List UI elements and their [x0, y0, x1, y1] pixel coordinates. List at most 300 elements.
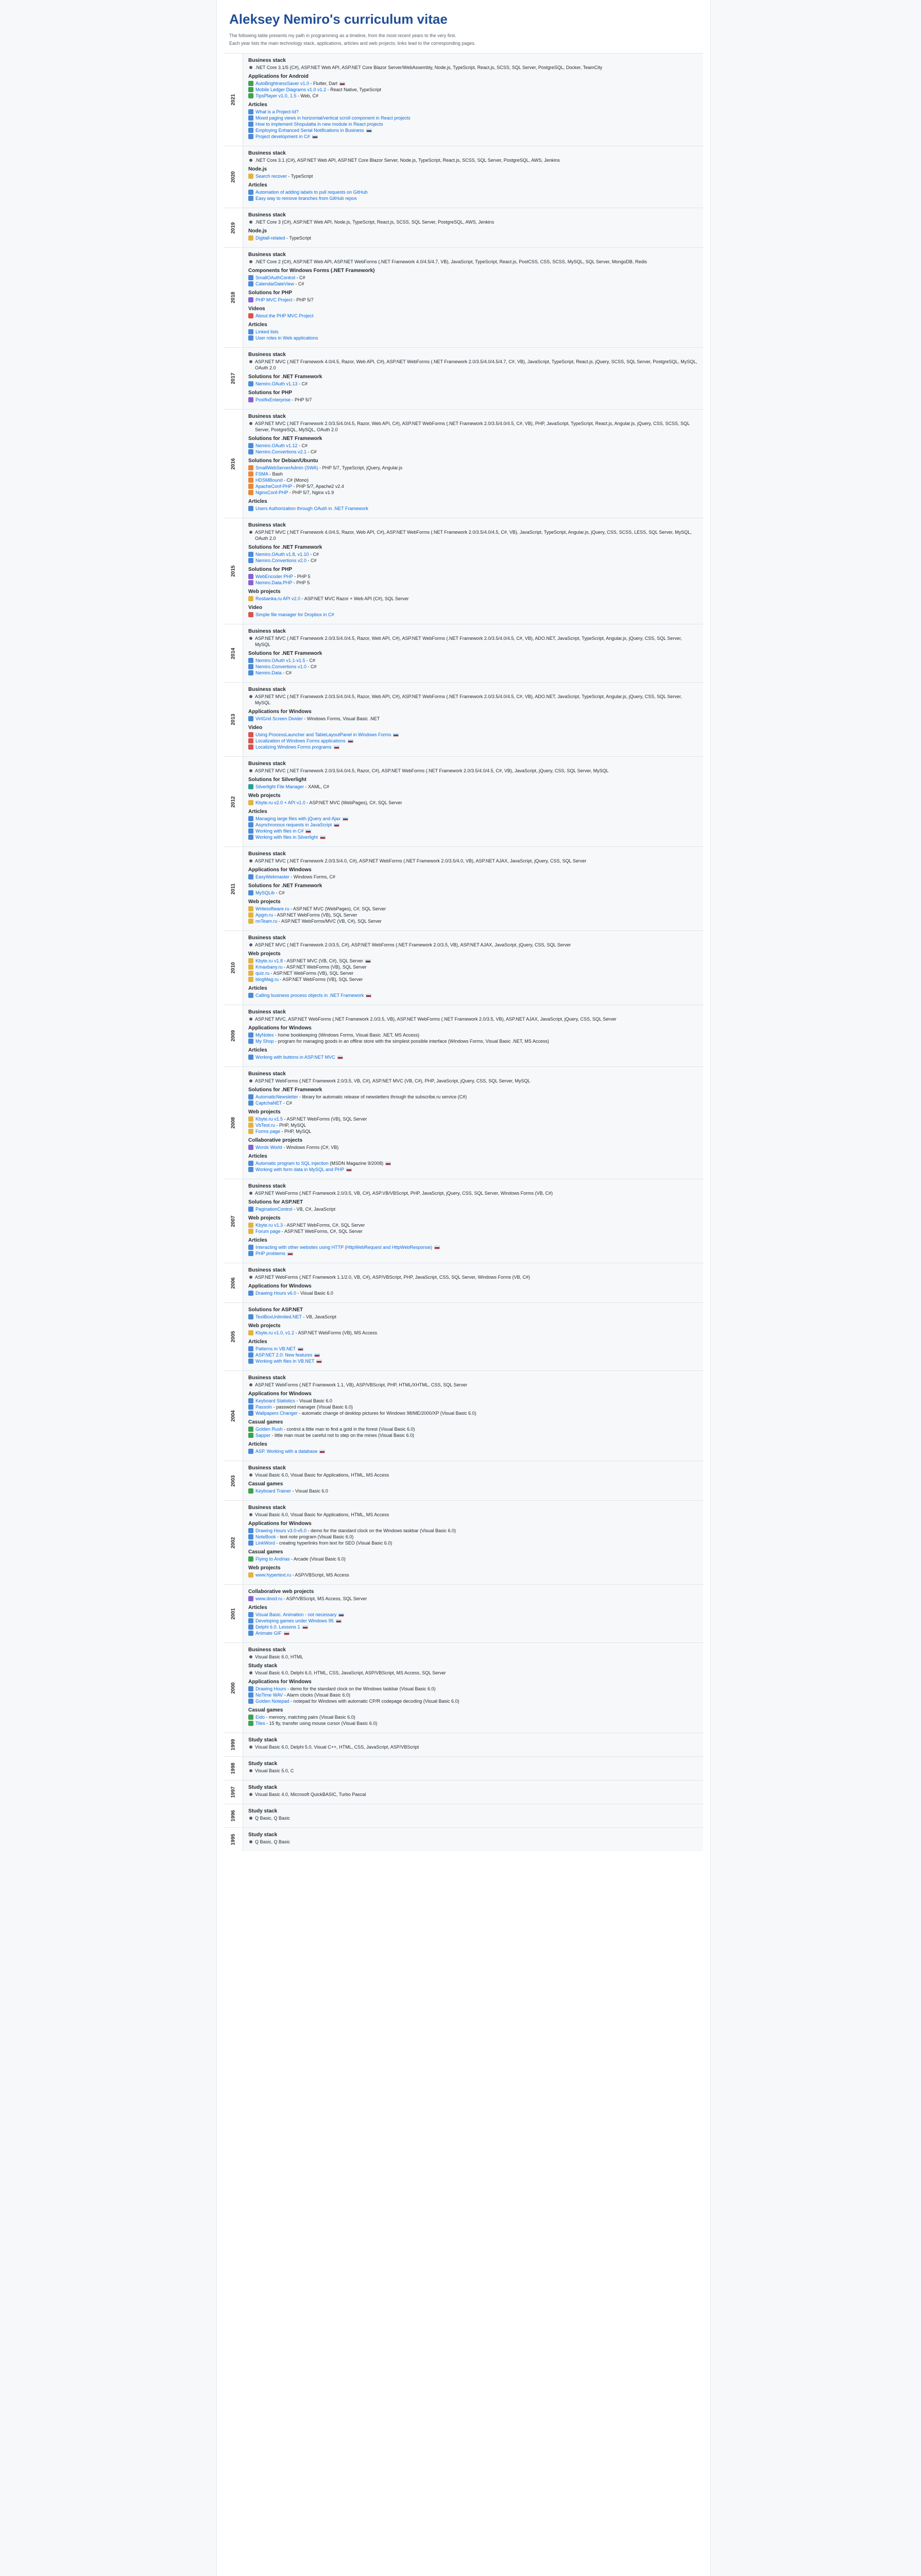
item-link[interactable]: PHP problems — [255, 1251, 285, 1256]
list-item — [248, 970, 698, 976]
item-link[interactable]: Flying to Andrias — [255, 1556, 290, 1562]
language-flag-icon — [366, 129, 372, 132]
year-text: 2016 — [230, 457, 236, 470]
item-link[interactable]: Easy way to remove branches from GitHub repos — [255, 196, 357, 201]
item-link[interactable]: Delphi 6.0. Lessons 1 — [255, 1624, 300, 1630]
year-label — [224, 1828, 243, 1851]
item-text — [255, 918, 382, 924]
item-text — [255, 1160, 391, 1166]
list-item — [248, 1314, 698, 1320]
language-flag-icon — [346, 1168, 352, 1172]
item-link[interactable]: Kbyte.ru v1.3 — [255, 1223, 283, 1228]
item-link[interactable]: Mobile Ledger Diagrams v1.0 v1.2 — [255, 87, 327, 92]
item-link[interactable]: Simple file manager for Dropbox in C# — [255, 612, 334, 617]
item-description: Q Basic, Q Basic — [255, 1839, 291, 1844]
list-item — [248, 670, 698, 676]
item-description: - PHP 5/7, Nginx v1.9 — [288, 490, 334, 495]
list-item — [248, 1410, 698, 1416]
item-link[interactable]: Digitall-related — [255, 235, 285, 241]
item-description: (MSDN Magazine 9/2008) — [328, 1161, 384, 1166]
item-text — [255, 1839, 290, 1845]
item-link[interactable]: Kbyte.ru v1.8 — [255, 958, 283, 963]
list-item — [248, 1346, 698, 1352]
item-link[interactable]: NoteBook — [255, 1534, 276, 1539]
list-item — [248, 1166, 698, 1173]
section — [248, 899, 698, 924]
language-flag-icon — [348, 739, 353, 743]
item-link[interactable]: About the PHP MVC Project — [255, 313, 314, 318]
year-label — [224, 1005, 243, 1066]
section-title: Web projects — [248, 899, 281, 905]
year-label — [224, 1733, 243, 1756]
intro-line-2: Each year lists the main technology stack, applications, articles and web projects; links lead to the corresponding pages. — [229, 41, 476, 46]
year-text: 2002 — [230, 1536, 236, 1549]
list-item — [248, 958, 698, 964]
item-link[interactable]: Working with buttons in ASP.NET MVC — [255, 1055, 335, 1060]
section — [248, 352, 698, 371]
section-title: Study stack — [248, 1832, 278, 1838]
item-link[interactable]: Nemiro.OAuth v1.13 — [255, 381, 298, 386]
item-text — [255, 1228, 363, 1234]
list-item — [248, 612, 698, 618]
section-title: Business stack — [248, 687, 286, 692]
list-item — [248, 1654, 698, 1660]
section — [248, 290, 698, 303]
item-link[interactable]: Nemiro.Data.PHP — [255, 580, 293, 585]
year-text: 2005 — [230, 1331, 236, 1343]
item-description: - PHP 5/7 — [291, 397, 312, 402]
year-text: 2020 — [230, 171, 236, 183]
item-link[interactable]: VirtGrid Screen Divider — [255, 716, 303, 721]
bullet-icon — [249, 66, 252, 69]
project-icon — [248, 196, 253, 201]
item-text — [255, 1122, 306, 1128]
section-title: Study stack — [248, 1808, 278, 1814]
item-link[interactable]: CalendarDateView — [255, 281, 294, 286]
year-block — [224, 1370, 703, 1461]
section — [248, 1307, 698, 1320]
section — [248, 1785, 698, 1798]
project-icon — [248, 1404, 253, 1410]
item-text — [255, 1512, 389, 1518]
project-icon — [248, 235, 253, 241]
item-link[interactable]: How to implement Shopulatta in new module in React projects — [255, 122, 383, 127]
item-description: - C# — [294, 281, 304, 286]
item-text — [255, 1540, 392, 1546]
item-link[interactable]: nnTeam.ru — [255, 919, 278, 924]
item-description: - automatic change of desktop pictures for Windows 98/ME/2000/XP (Visual Basic 6.0) — [297, 1411, 476, 1416]
item-link[interactable]: blogMag.ru — [255, 977, 279, 982]
item-text — [255, 612, 334, 618]
section — [248, 1267, 698, 1280]
year-label — [224, 1067, 243, 1179]
project-icon — [248, 81, 253, 86]
section-title: Business stack — [248, 629, 286, 634]
list-item — [248, 1116, 698, 1122]
list-item — [248, 738, 698, 744]
list-item — [248, 1432, 698, 1438]
year-label — [224, 1371, 243, 1461]
item-text — [255, 716, 380, 722]
item-text — [255, 121, 383, 127]
item-link[interactable]: PaginationControl — [255, 1207, 293, 1212]
year-label — [224, 1804, 243, 1827]
section — [248, 458, 698, 496]
list-item — [248, 1630, 698, 1636]
item-description: .NET Core 3 (C#), ASP.NET Web API, Node.js, TypeScript, React.js, SCSS, SQL Server, PostgreSQL, AWS, Jenkins — [255, 219, 494, 225]
item-link[interactable]: Writesoftware.ru — [255, 906, 289, 911]
section-title: Solutions for .NET Framework — [248, 436, 322, 442]
item-link[interactable]: Rosbanka.ru API v2.0 — [255, 596, 301, 601]
item-link[interactable]: Developing games under Windows 95 — [255, 1618, 334, 1623]
project-icon — [248, 1631, 253, 1636]
item-text — [255, 1222, 365, 1228]
item-text — [255, 551, 319, 557]
list-item — [248, 1426, 698, 1432]
item-text — [255, 670, 292, 676]
item-link[interactable]: Golden Rush — [255, 1427, 283, 1432]
list-item — [248, 1016, 698, 1022]
list-item — [248, 80, 698, 87]
item-link[interactable]: TipsPlayer v1.0, 1.5 — [255, 93, 297, 98]
item-text — [255, 397, 312, 403]
section-title: Applications for Windows — [248, 709, 312, 715]
section-title: Video — [248, 725, 263, 731]
section — [248, 322, 698, 341]
item-link[interactable]: Passoln — [255, 1404, 272, 1410]
item-text — [255, 115, 411, 121]
item-description: - program for managing goods in an offline store with the simplest possible interface (Windows Forms, Visual Basic .NET, MS Access) — [274, 1039, 549, 1044]
list-item — [248, 489, 698, 496]
item-link[interactable]: AutomaticNewsletter — [255, 1094, 298, 1099]
section-title: Business stack — [248, 1071, 286, 1077]
item-link[interactable]: Drawing Hours v3.0-v5.0 — [255, 1528, 307, 1533]
item-link[interactable]: What is a Project-Id? — [255, 109, 299, 114]
item-link[interactable]: CaptchaNET — [255, 1100, 282, 1106]
bullet-icon — [249, 531, 252, 534]
item-link[interactable]: Golden Notepad — [255, 1699, 289, 1704]
item-link[interactable]: Nemiro.Data — [255, 670, 282, 675]
item-link[interactable]: Keyboard Trainer — [255, 1488, 292, 1494]
year-label — [224, 757, 243, 846]
section-title: Articles — [248, 1605, 267, 1611]
section-title: Articles — [248, 499, 267, 504]
list-item — [248, 397, 698, 403]
section — [248, 74, 698, 99]
project-icon — [248, 1145, 253, 1150]
list-item — [248, 1744, 698, 1750]
list-item — [248, 1791, 698, 1798]
item-text — [255, 732, 399, 738]
project-icon — [248, 87, 253, 92]
section — [248, 567, 698, 586]
item-link[interactable]: www.dood.ru — [255, 1596, 283, 1601]
year-block — [224, 409, 703, 518]
section — [248, 58, 698, 71]
item-link[interactable]: www.hypertext.ru — [255, 1572, 292, 1578]
year-content — [243, 1461, 703, 1500]
section-title: Business stack — [248, 851, 286, 857]
item-text — [255, 1410, 476, 1416]
item-link[interactable]: Nemiro.OAuth v1.1-v1.5 — [255, 658, 305, 663]
item-link[interactable]: Nemiro.Convertions v1.0 — [255, 664, 307, 669]
item-text — [255, 1346, 303, 1352]
item-text — [255, 970, 353, 976]
item-link[interactable]: Kbyte.ru v2.0 + API v1.0 — [255, 800, 305, 805]
year-label — [224, 146, 243, 208]
item-link[interactable]: Sapper — [255, 1433, 271, 1438]
item-text — [255, 1054, 343, 1060]
section-title: Business stack — [248, 212, 286, 218]
section — [248, 436, 698, 455]
project-icon — [248, 1596, 253, 1601]
list-item — [248, 529, 698, 541]
item-link[interactable]: Mixed paging views in horizontal/vertical scroll component in React projects — [255, 115, 411, 121]
year-text: 2011 — [230, 883, 236, 894]
item-link[interactable]: Wallpapers Changer — [255, 1411, 298, 1416]
item-link[interactable]: TextBoxUnlimited.NET — [255, 1314, 302, 1319]
item-text — [255, 1274, 530, 1280]
item-link[interactable]: Using ProcessLauncher and TableLayoutPanel in Windows Forms — [255, 732, 391, 737]
item-link[interactable]: Nemiro.OAuth v1.8, v1.10 — [255, 552, 309, 557]
item-link[interactable]: Working with files in Silverlight — [255, 835, 318, 840]
item-link[interactable]: Animate GIF — [255, 1631, 282, 1636]
section — [248, 1707, 698, 1726]
item-link[interactable]: Working with form data in MySQL and PHP — [255, 1167, 345, 1172]
item-link[interactable]: Kbyte.ru v1.0, v1.2 — [255, 1330, 295, 1335]
item-text — [255, 890, 285, 896]
item-link[interactable]: WebEncoder PHP — [255, 574, 293, 579]
section — [248, 1737, 698, 1750]
section — [248, 589, 698, 602]
bullet-icon — [249, 1840, 252, 1843]
item-description: - ASP.NET MVC (WebPages), C#, SQL Server — [305, 800, 402, 805]
section — [248, 1071, 698, 1084]
section-title: Study stack — [248, 1761, 278, 1767]
item-link[interactable]: Nemiro.Convertions v2.0 — [255, 558, 307, 563]
item-link[interactable]: Localizing Windows Forms programs — [255, 744, 332, 750]
item-link[interactable]: Drawing Hours — [255, 1686, 286, 1691]
item-text — [255, 1472, 389, 1478]
section-title: Web projects — [248, 1323, 281, 1329]
item-link[interactable]: Automatic program to SQL injection — [255, 1161, 329, 1166]
list-item — [248, 420, 698, 433]
item-description: - ASP/VBScript, MS Access — [291, 1572, 349, 1578]
project-icon — [248, 174, 253, 179]
item-link[interactable]: Project development in C# — [255, 134, 310, 139]
item-link[interactable]: VbTest.ru — [255, 1123, 276, 1128]
item-link[interactable]: Managing large files with jQuery and Ajax — [255, 816, 341, 821]
list-item — [248, 109, 698, 115]
language-flag-icon — [284, 1632, 289, 1635]
item-link[interactable]: Calling business process objects in .NET Framework — [255, 993, 364, 998]
timeline — [217, 48, 710, 1851]
section-title: Node.js — [248, 166, 267, 172]
item-link[interactable]: MySQLib — [255, 890, 275, 895]
section — [248, 1589, 698, 1602]
section — [248, 777, 698, 790]
year-block — [224, 756, 703, 846]
item-link[interactable]: Keyboard Statistics — [255, 1398, 296, 1403]
language-flag-icon — [434, 1246, 440, 1249]
item-link[interactable]: Working with files in VB.NET — [255, 1359, 315, 1364]
bullet-icon — [249, 159, 252, 162]
year-block — [224, 208, 703, 247]
list-item — [248, 1330, 698, 1336]
item-description: - VB, JavaScript — [301, 1314, 336, 1319]
year-content — [243, 1263, 703, 1302]
item-text — [255, 1128, 311, 1134]
item-link[interactable]: SmallOAuthControl — [255, 275, 296, 280]
section — [248, 1009, 698, 1022]
item-link[interactable]: ASP.NET 2.0: New features — [255, 1352, 313, 1358]
item-link[interactable]: quiz.ru — [255, 971, 270, 976]
section-title: Web projects — [248, 951, 281, 957]
list-item — [248, 992, 698, 998]
project-icon — [248, 329, 253, 334]
item-link[interactable]: EasyWebmaster — [255, 874, 289, 879]
item-text — [255, 1768, 294, 1774]
list-item — [248, 127, 698, 133]
item-description: - C# — [306, 664, 317, 669]
year-content — [243, 847, 703, 930]
list-item — [248, 744, 698, 750]
section-title: Applications for Windows — [248, 1025, 312, 1031]
item-link[interactable]: My Shop — [255, 1039, 274, 1044]
item-text — [255, 906, 386, 912]
item-text — [255, 784, 329, 790]
year-text: 2015 — [230, 565, 236, 577]
item-text — [255, 1358, 322, 1364]
item-link[interactable]: Silverlight File Manager — [255, 784, 304, 789]
section — [248, 1138, 698, 1150]
item-link[interactable]: Kbyte.ru v1.5 — [255, 1116, 283, 1122]
item-description: - Windows Forms, Visual Basic .NET — [302, 716, 380, 721]
item-link[interactable]: ApacheConf-PHP — [255, 484, 292, 489]
item-link[interactable]: ASP. Working with a database — [255, 1449, 318, 1454]
item-link[interactable]: Apgm.ru — [255, 912, 274, 918]
project-icon — [248, 1123, 253, 1128]
list-item — [248, 912, 698, 918]
item-text — [255, 1448, 325, 1454]
section-title: Applications for Windows — [248, 867, 312, 873]
item-link[interactable]: Forum page — [255, 1229, 281, 1234]
item-link[interactable]: Forms page — [255, 1129, 281, 1134]
list-item — [248, 1472, 698, 1478]
item-link[interactable]: HDSMBound — [255, 478, 283, 483]
section — [248, 1481, 698, 1494]
section-title: Business stack — [248, 58, 286, 63]
item-description: - C# — [275, 890, 285, 895]
item-link[interactable]: PHP MVC Project — [255, 297, 293, 302]
item-link[interactable]: NginxConf-PHP — [255, 490, 288, 495]
project-icon — [248, 906, 253, 911]
item-link[interactable]: LinkWord — [255, 1540, 275, 1546]
section-title: Business stack — [248, 1505, 286, 1511]
list-item — [248, 1528, 698, 1534]
year-label — [224, 1263, 243, 1302]
item-link[interactable]: Patterns in VB.NET — [255, 1346, 296, 1351]
item-text — [255, 329, 279, 335]
item-link[interactable]: Linked lists — [255, 329, 279, 334]
year-label — [224, 208, 243, 247]
item-text — [255, 1398, 332, 1404]
year-label — [224, 683, 243, 756]
item-link[interactable]: NoTime WAV — [255, 1692, 283, 1698]
item-link[interactable]: Nemiro.Convertions v2.1 — [255, 449, 307, 454]
year-block — [224, 1642, 703, 1733]
year-content — [243, 683, 703, 756]
item-description: - Visual Basic 6.0 — [291, 1488, 328, 1494]
item-description: - library for automatic release of newsletters through the subscribe.ru service (C#) — [298, 1094, 467, 1099]
item-description: - XAML, C# — [304, 784, 330, 789]
year-content — [243, 1371, 703, 1461]
bullet-icon — [249, 1513, 252, 1516]
section-title: Solutions for PHP — [248, 390, 292, 396]
item-link[interactable]: Automation of adding labels to pull requests on GitHub — [255, 190, 368, 195]
year-content — [243, 208, 703, 247]
list-item — [248, 918, 698, 924]
bullet-icon — [249, 859, 252, 862]
item-text — [255, 1744, 419, 1750]
language-flag-icon — [302, 1625, 308, 1629]
item-link[interactable]: Eido — [255, 1715, 265, 1720]
year-text: 1997 — [230, 1786, 236, 1798]
item-link[interactable]: Employing Enhanced Serial Notifications in Business — [255, 128, 364, 133]
item-link[interactable]: Users Authorization through OAuth in .NET Framework — [255, 506, 368, 511]
item-link[interactable]: Kmaxbany.ru — [255, 964, 283, 970]
section — [248, 228, 698, 241]
item-link[interactable]: User roles in Web applications — [255, 335, 318, 341]
item-text — [255, 596, 409, 602]
item-link[interactable]: Localization of Windows Forms applications — [255, 738, 346, 743]
section — [248, 1442, 698, 1454]
item-link[interactable]: Visual Basic. Animation - not necessary — [255, 1612, 337, 1617]
section-title: Web projects — [248, 1565, 281, 1571]
item-link[interactable]: Search recover — [255, 174, 287, 179]
item-link[interactable]: Tiles — [255, 1721, 265, 1726]
section-title: Articles — [248, 809, 267, 815]
item-link[interactable]: Working with files in C# — [255, 828, 304, 834]
section-title: Business stack — [248, 935, 286, 941]
section-title: Applications for Windows — [248, 1391, 312, 1397]
item-link[interactable]: PostfixEnterprise — [255, 397, 291, 402]
section-title: Business stack — [248, 1375, 286, 1381]
item-link[interactable]: AutoBrightnessSaver v1.0 — [255, 81, 310, 86]
item-link[interactable]: FSMA — [255, 471, 268, 477]
item-link[interactable]: Drawing Hours v6.0 — [255, 1291, 297, 1296]
year-block — [224, 1302, 703, 1370]
project-icon — [248, 1427, 253, 1432]
item-text — [255, 64, 602, 71]
item-link[interactable]: Nemiro.OAuth v1.12 — [255, 443, 298, 448]
item-link[interactable]: SmallWebServerAdmin (SWA) — [255, 465, 318, 470]
item-link[interactable]: Asynchronous requests in JavaScript — [255, 822, 332, 827]
list-item — [248, 259, 698, 265]
year-content — [243, 1067, 703, 1179]
item-text — [255, 1094, 467, 1100]
item-link[interactable]: MyNotes — [255, 1032, 274, 1038]
section — [248, 1832, 698, 1845]
section — [248, 1183, 698, 1196]
project-icon — [248, 1528, 253, 1533]
item-link[interactable]: Words World — [255, 1145, 282, 1150]
item-link[interactable]: Interacting with other websites using HTTP (HttpWebRequest and HttpWebResponse) — [255, 1245, 433, 1250]
project-icon — [248, 744, 253, 750]
item-text — [255, 1670, 446, 1676]
section — [248, 150, 698, 163]
year-block — [224, 1584, 703, 1642]
